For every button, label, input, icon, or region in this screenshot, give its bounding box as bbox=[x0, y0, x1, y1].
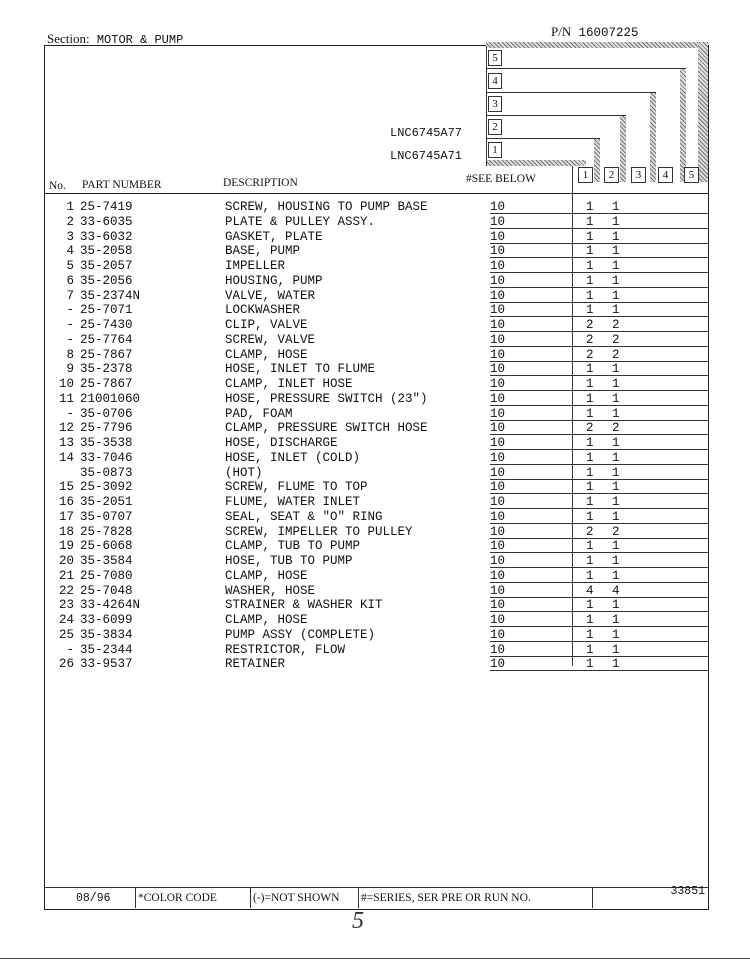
row-number: - bbox=[66, 303, 74, 318]
row-number: 16 bbox=[58, 495, 74, 509]
row-number: 15 bbox=[58, 480, 74, 495]
row-qty-col2: 1 bbox=[612, 288, 620, 303]
row-series: 10 bbox=[490, 377, 506, 391]
row-description: WASHER, HOSE bbox=[225, 583, 316, 598]
col-num-4: 4 bbox=[658, 167, 673, 183]
row-description: RETAINER bbox=[225, 657, 286, 672]
staircase-h2 bbox=[486, 138, 600, 139]
row-qty-col1: 1 bbox=[586, 259, 594, 273]
row-number: - bbox=[66, 318, 74, 332]
row-qty-col2: 1 bbox=[612, 495, 620, 509]
row-qty-col2: 2 bbox=[612, 347, 620, 362]
header-description: DESCRIPTION bbox=[223, 177, 298, 189]
row-description: PUMP ASSY (COMPLETE) bbox=[225, 627, 376, 642]
row-qty-col1: 1 bbox=[586, 554, 594, 568]
row-qty-col1: 1 bbox=[586, 362, 594, 377]
row-description: STRAINER & WASHER KIT bbox=[225, 598, 383, 613]
row-number: 22 bbox=[58, 583, 74, 598]
row-number: 5 bbox=[66, 259, 74, 273]
row-qty-col1: 1 bbox=[586, 200, 594, 214]
row-description: LOCKWASHER bbox=[225, 303, 301, 318]
row-qty-col2: 1 bbox=[612, 244, 620, 259]
row-series: 10 bbox=[490, 539, 506, 554]
row-part-number: 33-6099 bbox=[80, 613, 133, 627]
row-series: 10 bbox=[490, 495, 506, 509]
row-series: 10 bbox=[490, 450, 506, 465]
row-qty-col1: 1 bbox=[586, 642, 594, 657]
row-number: 24 bbox=[58, 613, 74, 627]
row-number: 11 bbox=[58, 391, 74, 406]
row-part-number: 35-2056 bbox=[80, 273, 133, 288]
row-series: 10 bbox=[490, 642, 506, 657]
row-qty-col1: 1 bbox=[586, 495, 594, 509]
row-part-number: 25-7867 bbox=[80, 347, 133, 362]
row-number: 19 bbox=[58, 539, 74, 554]
row-description: HOSE, PRESSURE SWITCH (23") bbox=[225, 391, 428, 406]
row-number: 8 bbox=[66, 347, 74, 362]
row-series: 10 bbox=[490, 362, 506, 377]
row-description: (HOT) bbox=[225, 465, 263, 480]
row-qty-col1: 4 bbox=[586, 583, 594, 598]
staircase-label-4: 4 bbox=[488, 73, 502, 89]
row-qty-col1: 1 bbox=[586, 436, 594, 450]
row-part-number: 33-9537 bbox=[80, 657, 133, 672]
model-staircase-step-2 bbox=[620, 115, 626, 182]
header-rule bbox=[44, 193, 709, 194]
row-qty-col2: 1 bbox=[612, 613, 620, 627]
row-series: 10 bbox=[490, 465, 506, 480]
model-staircase-shading-right bbox=[698, 42, 708, 182]
row-part-number: 35-2058 bbox=[80, 244, 133, 259]
scan-bottom-rule bbox=[0, 958, 750, 959]
row-qty-col2: 1 bbox=[612, 642, 620, 657]
row-qty-col2: 1 bbox=[612, 377, 620, 391]
row-qty-col2: 1 bbox=[612, 598, 620, 613]
row-series: 10 bbox=[490, 200, 506, 214]
row-part-number: 33-6032 bbox=[80, 229, 133, 244]
row-part-number: 35-2374N bbox=[80, 288, 141, 303]
row-series: 10 bbox=[490, 657, 506, 672]
row-description: HOSE, TUB TO PUMP bbox=[225, 554, 353, 568]
row-number: 1 bbox=[66, 200, 74, 214]
row-qty-col1: 1 bbox=[586, 598, 594, 613]
row-qty-col1: 1 bbox=[586, 568, 594, 583]
row-description: CLAMP, HOSE bbox=[225, 568, 308, 583]
row-part-number: 25-7430 bbox=[80, 318, 133, 332]
row-part-number: 33-4264N bbox=[80, 598, 141, 613]
row-part-number: 35-0707 bbox=[80, 509, 133, 524]
row-part-number: 25-7071 bbox=[80, 303, 133, 318]
row-description: CLAMP, INLET HOSE bbox=[225, 377, 353, 391]
row-series: 10 bbox=[490, 288, 506, 303]
footer-date-text: 08/96 bbox=[76, 892, 111, 905]
row-number: 17 bbox=[58, 509, 74, 524]
row-number: - bbox=[66, 332, 74, 347]
row-series: 10 bbox=[490, 318, 506, 332]
row-series: 10 bbox=[490, 229, 506, 244]
row-series: 10 bbox=[490, 524, 506, 539]
row-series: 10 bbox=[490, 480, 506, 495]
row-description: CLAMP, PRESSURE SWITCH HOSE bbox=[225, 421, 428, 436]
row-part-number: 35-3538 bbox=[80, 436, 133, 450]
section-value: MOTOR & PUMP bbox=[96, 33, 184, 47]
row-number: - bbox=[66, 642, 74, 657]
model-staircase-step-4 bbox=[680, 68, 686, 182]
staircase-h3 bbox=[486, 115, 626, 116]
row-part-number: 25-7828 bbox=[80, 524, 133, 539]
row-number: 13 bbox=[58, 436, 74, 450]
row-qty-col2: 4 bbox=[612, 583, 620, 598]
row-series: 10 bbox=[490, 303, 506, 318]
row-qty-col2: 1 bbox=[612, 568, 620, 583]
row-description: PAD, FOAM bbox=[225, 406, 293, 421]
row-qty-col1: 1 bbox=[586, 377, 594, 391]
row-qty-col1: 2 bbox=[586, 318, 594, 332]
row-qty-col2: 1 bbox=[612, 303, 620, 318]
header-no: No. bbox=[49, 180, 66, 192]
row-part-number: 35-3834 bbox=[80, 627, 133, 642]
row-qty-col1: 1 bbox=[586, 391, 594, 406]
row-qty-col1: 1 bbox=[586, 657, 594, 672]
row-series: 10 bbox=[490, 583, 506, 598]
staircase-label-2: 2 bbox=[488, 119, 502, 135]
row-description: PLATE & PULLEY ASSY. bbox=[225, 214, 376, 229]
row-description: HOSE, INLET TO FLUME bbox=[225, 362, 376, 377]
row-description: SCREW, IMPELLER TO PULLEY bbox=[225, 524, 413, 539]
row-qty-col2: 1 bbox=[612, 200, 620, 214]
row-qty-col1: 1 bbox=[586, 273, 594, 288]
row-part-number: 25-3092 bbox=[80, 480, 133, 495]
col-num-5: 5 bbox=[684, 167, 699, 183]
pn-label: P/N bbox=[551, 24, 572, 39]
row-qty-col1: 1 bbox=[586, 406, 594, 421]
row-series: 10 bbox=[490, 244, 506, 259]
row-part-number: 25-7764 bbox=[80, 332, 133, 347]
row-series: 10 bbox=[490, 332, 506, 347]
staircase-label-5: 5 bbox=[488, 50, 502, 66]
staircase-label-1: 1 bbox=[488, 142, 502, 158]
footer-doc-number-cell bbox=[592, 885, 709, 908]
row-number: 7 bbox=[66, 288, 74, 303]
row-description: CLAMP, TUB TO PUMP bbox=[225, 539, 361, 554]
row-part-number: 25-7796 bbox=[80, 421, 133, 436]
model-number-1: LNC6745A71 bbox=[390, 149, 463, 163]
row-part-number: 33-6035 bbox=[80, 214, 133, 229]
row-description: CLIP, VALVE bbox=[225, 318, 308, 332]
row-qty-col1: 1 bbox=[586, 450, 594, 465]
row-number: 3 bbox=[66, 229, 74, 244]
row-qty-col1: 2 bbox=[586, 524, 594, 539]
row-part-number: 35-0873 bbox=[80, 465, 133, 480]
row-part-number: 35-0706 bbox=[80, 406, 133, 421]
row-description: GASKET, PLATE bbox=[225, 229, 323, 244]
col-num-3: 3 bbox=[631, 167, 646, 183]
footer-date bbox=[44, 888, 134, 908]
row-qty-col2: 1 bbox=[612, 657, 620, 672]
row-description: SCREW, VALVE bbox=[225, 332, 316, 347]
row-qty-col2: 1 bbox=[612, 450, 620, 465]
row-description: RESTRICTOR, FLOW bbox=[225, 642, 346, 657]
row-series: 10 bbox=[490, 436, 506, 450]
row-series: 10 bbox=[490, 627, 506, 642]
row-description: IMPELLER bbox=[225, 259, 286, 273]
row-qty-col1: 1 bbox=[586, 244, 594, 259]
row-qty-col2: 1 bbox=[612, 229, 620, 244]
row-qty-col1: 2 bbox=[586, 332, 594, 347]
row-qty-col2: 1 bbox=[612, 273, 620, 288]
row-qty-col1: 1 bbox=[586, 229, 594, 244]
row-qty-col2: 1 bbox=[612, 480, 620, 495]
row-qty-col2: 1 bbox=[612, 465, 620, 480]
row-qty-col1: 1 bbox=[586, 480, 594, 495]
staircase-left-line bbox=[486, 46, 487, 166]
row-part-number: 25-7419 bbox=[80, 200, 133, 214]
row-qty-col2: 2 bbox=[612, 318, 620, 332]
model-number-2: LNC6745A77 bbox=[390, 126, 463, 140]
row-description: HOUSING, PUMP bbox=[225, 273, 323, 288]
row-number: 20 bbox=[58, 554, 74, 568]
row-part-number: 25-6068 bbox=[80, 539, 133, 554]
col-num-2: 2 bbox=[604, 167, 619, 183]
row-qty-col1: 1 bbox=[586, 627, 594, 642]
row-number: 6 bbox=[66, 273, 74, 288]
row-description: VALVE, WATER bbox=[225, 288, 316, 303]
row-qty-col2: 1 bbox=[612, 554, 620, 568]
row-number: 23 bbox=[58, 598, 74, 613]
row-number: 14 bbox=[58, 450, 74, 465]
row-qty-col2: 1 bbox=[612, 214, 620, 229]
row-part-number: 35-2057 bbox=[80, 259, 133, 273]
row-qty-col2: 1 bbox=[612, 259, 620, 273]
row-series: 10 bbox=[490, 509, 506, 524]
row-description: HOSE, INLET (COLD) bbox=[225, 450, 361, 465]
row-series: 10 bbox=[490, 214, 506, 229]
staircase-h4 bbox=[486, 92, 656, 93]
row-number: 2 bbox=[66, 214, 74, 229]
row-qty-col1: 1 bbox=[586, 509, 594, 524]
model-staircase-base bbox=[486, 160, 586, 166]
row-part-number: 35-3584 bbox=[80, 554, 133, 568]
pn-value: 16007225 bbox=[578, 26, 639, 40]
row-qty-col2: 1 bbox=[612, 362, 620, 377]
model-staircase-shading bbox=[486, 42, 708, 48]
footer-series-note: #=SERIES, SER PRE OR RUN NO. bbox=[358, 888, 591, 908]
footer-doc-number: 33851 bbox=[670, 885, 705, 898]
row-qty-col1: 1 bbox=[586, 465, 594, 480]
row-qty-col2: 2 bbox=[612, 524, 620, 539]
row-number: 18 bbox=[58, 524, 74, 539]
row-qty-col1: 1 bbox=[586, 539, 594, 554]
row-part-number: 25-7867 bbox=[80, 377, 133, 391]
row-qty-col2: 1 bbox=[612, 391, 620, 406]
row-description: HOSE, DISCHARGE bbox=[225, 436, 338, 450]
row-description: SCREW, HOUSING TO PUMP BASE bbox=[225, 200, 428, 214]
model-staircase-step-1 bbox=[594, 138, 600, 182]
part-number-heading bbox=[551, 24, 639, 40]
row-description: BASE, PUMP bbox=[225, 244, 301, 259]
footer-not-shown: (-)=NOT SHOWN bbox=[250, 888, 358, 908]
row-part-number: 35-2051 bbox=[80, 495, 133, 509]
row-part-number: 25-7080 bbox=[80, 568, 133, 583]
row-description: CLAMP, HOSE bbox=[225, 347, 308, 362]
row-qty-col2: 1 bbox=[612, 509, 620, 524]
col-num-1: 1 bbox=[578, 167, 593, 183]
row-qty-col2: 1 bbox=[612, 436, 620, 450]
row-description: CLAMP, HOSE bbox=[225, 613, 308, 627]
row-qty-col1: 1 bbox=[586, 613, 594, 627]
row-rule bbox=[490, 670, 708, 671]
row-series: 10 bbox=[490, 554, 506, 568]
row-series: 10 bbox=[490, 273, 506, 288]
row-number: 12 bbox=[58, 421, 74, 436]
row-qty-col2: 1 bbox=[612, 539, 620, 554]
row-qty-col2: 1 bbox=[612, 627, 620, 642]
row-number: - bbox=[66, 406, 74, 421]
row-description: FLUME, WATER INLET bbox=[225, 495, 361, 509]
row-part-number: 25-7048 bbox=[80, 583, 133, 598]
row-series: 10 bbox=[490, 598, 506, 613]
row-qty-col1: 1 bbox=[586, 303, 594, 318]
footer-color-code: *COLOR CODE bbox=[135, 888, 248, 908]
row-number: 4 bbox=[66, 244, 74, 259]
row-qty-col1: 1 bbox=[586, 214, 594, 229]
row-qty-col2: 2 bbox=[612, 332, 620, 347]
row-number: 25 bbox=[58, 627, 74, 642]
row-qty-col2: 2 bbox=[612, 421, 620, 436]
row-series: 10 bbox=[490, 391, 506, 406]
row-series: 10 bbox=[490, 406, 506, 421]
row-part-number: 21001060 bbox=[80, 391, 141, 406]
header-part-number: PART NUMBER bbox=[82, 179, 162, 191]
row-part-number: 35-2378 bbox=[80, 362, 133, 377]
header-series: #SEE BELOW bbox=[466, 173, 536, 185]
row-series: 10 bbox=[490, 421, 506, 436]
row-part-number: 33-7046 bbox=[80, 450, 133, 465]
row-number: 9 bbox=[66, 362, 74, 377]
row-qty-col1: 2 bbox=[586, 347, 594, 362]
staircase-h5 bbox=[486, 68, 686, 69]
row-qty-col1: 1 bbox=[586, 288, 594, 303]
row-qty-col2: 1 bbox=[612, 406, 620, 421]
row-description: SEAL, SEAT & "O" RING bbox=[225, 509, 383, 524]
model-staircase-step-3 bbox=[650, 92, 656, 182]
section-label: Section: bbox=[47, 31, 90, 46]
row-number: 21 bbox=[58, 568, 74, 583]
row-series: 10 bbox=[490, 613, 506, 627]
handwritten-page-number: 5 bbox=[352, 908, 364, 934]
row-number: 10 bbox=[58, 377, 74, 391]
row-description: SCREW, FLUME TO TOP bbox=[225, 480, 368, 495]
row-part-number: 35-2344 bbox=[80, 642, 133, 657]
row-series: 10 bbox=[490, 568, 506, 583]
staircase-label-3: 3 bbox=[488, 96, 502, 112]
row-number: 26 bbox=[58, 657, 74, 672]
row-series: 10 bbox=[490, 259, 506, 273]
row-qty-col1: 2 bbox=[586, 421, 594, 436]
row-series: 10 bbox=[490, 347, 506, 362]
